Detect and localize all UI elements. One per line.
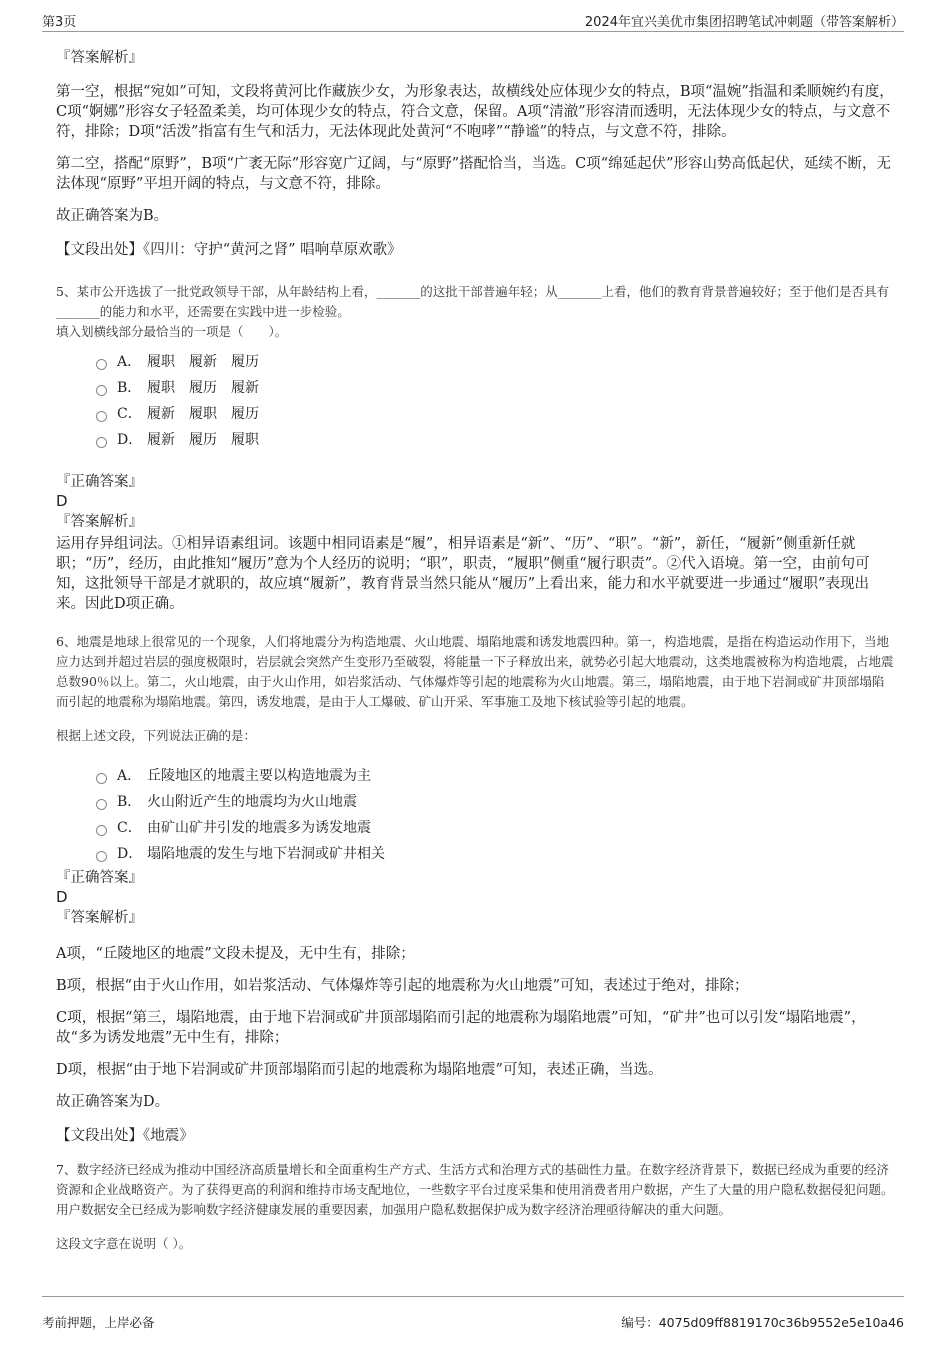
radio-icon[interactable]	[96, 851, 107, 862]
q6-conclusion: 故正确答案为D。	[56, 1094, 170, 1110]
radio-icon[interactable]	[96, 825, 107, 836]
q6-answer: D	[56, 888, 68, 906]
q5-analysis-label: 『答案解析』	[56, 514, 143, 530]
q4-source: 【文段出处】《四川：守护“黄河之肾” 唱响草原欢歌》	[56, 242, 402, 258]
footer-divider	[42, 1296, 904, 1297]
q4-analysis-label: 『答案解析』	[56, 50, 143, 66]
q6-analysis-c: C项，根据“第三，塌陷地震，由于地下岩洞或矿井顶部塌陷而引起的地震称为塌陷地震”可知，“矿井”也可以引发“塌陷地震”，故“多为诱发地震”无中生有，排除；	[56, 1010, 866, 1046]
radio-icon[interactable]	[96, 411, 107, 422]
q6-option-d[interactable]: D． 塌陷地震的发生与地下岩洞或矿井相关	[96, 840, 896, 866]
q5-option-c[interactable]: C． 履新 履职 履历	[96, 400, 896, 426]
q6-source: 【文段出处】《地震》	[56, 1128, 194, 1144]
radio-icon[interactable]	[96, 799, 107, 810]
q5-option-b[interactable]: B． 履职 履历 履新	[96, 374, 896, 400]
q5-answer: D	[56, 492, 68, 510]
q6-analysis-a: A项，“丘陵地区的地震”文段未提及，无中生有，排除；	[56, 946, 415, 962]
q5-analysis: 运用存异组词法。①相异语素组词。该题中相同语素是“履”，相异语素是“新”、“历”、“职”。“新”，新任，“履新”侧重新任就职；“历”，经历，由此推知“履历”意为个人经历的说明；“职”，职责，“履职”侧重“履行职责”。②代入语境。第一空，由前句可知，这批领导干部是才就职的，故应填“履新”，教育背景当然只能从“履历”上看出来，能力和水平就要进一步通过“履职”表现出来。因此D项正确。	[56, 536, 870, 612]
page-number: 第3页	[42, 15, 77, 30]
header-divider	[42, 31, 904, 32]
q6-option-a[interactable]: A． 丘陵地区的地震主要以构造地震为主	[96, 762, 896, 788]
q5-options	[96, 348, 896, 452]
q4-conclusion: 故正确答案为B。	[56, 208, 169, 224]
page-content	[56, 42, 896, 1254]
q5-prompt: 填入划横线部分最恰当的一项是（ ）。	[56, 324, 288, 339]
q6-analysis-b: B项，根据“由于火山作用，如岩浆活动、气体爆炸等引起的地震称为火山地震”可知，表述过于绝对，排除；	[56, 978, 749, 994]
q6-options	[96, 762, 896, 866]
q4-analysis-p2: 第二空，搭配“原野”，B项“广袤无际”形容宽广辽阔，与“原野”搭配恰当，当选。C项“绵延起伏”形容山势高低起伏，延续不断，无法体现“原野”平坦开阔的特点，与文意不符，排除。	[56, 156, 892, 192]
radio-icon[interactable]	[96, 359, 107, 370]
radio-icon[interactable]	[96, 385, 107, 396]
q6-option-b[interactable]: B． 火山附近产生的地震均为火山地震	[96, 788, 896, 814]
q6-answer-label: 『正确答案』	[56, 870, 143, 886]
q6-stem: 6、地震是地球上很常见的一个现象，人们将地震分为构造地震、火山地震、塌陷地震和诱发地震四种。第一，构造地震，是指在构造运动作用下，当地应力达到并超过岩层的强度极限时，岩层就会突然产生变形乃至破裂，将能量一下子释放出来，就势必引起大地震动，这类地震被称为构造地震，占地震总数90％以上。第二，火山地震，由于火山作用，如岩浆活动、气体爆炸等引起的地震称为火山地震。第三，塌陷地震，由于地下岩洞或矿井顶部塌陷而引起的地震称为塌陷地震。第四，诱发地震，是由于人工爆破、矿山开采、军事施工及地下核试验等引起的地震。	[56, 634, 894, 709]
footer-slogan: 考前押题，上岸必备	[42, 1315, 155, 1330]
q5-answer-label: 『正确答案』	[56, 474, 143, 490]
q6-analysis-label: 『答案解析』	[56, 910, 143, 926]
radio-icon[interactable]	[96, 437, 107, 448]
q6-analysis-d: D项，根据“由于地下岩洞或矿井顶部塌陷而引起的地震称为塌陷地震”可知，表述正确，当选。	[56, 1062, 663, 1078]
document-title: 2024年宜兴美优市集团招聘笔试冲刺题（带答案解析）	[584, 15, 904, 30]
footer-code: 编号：4075d09ff8819170c36b9552e5e10a46	[621, 1315, 904, 1330]
q5-stem: 5、某市公开选拔了一批党政领导干部，从年龄结构上看，_______的这批干部普遍年轻；从_______上看，他们的教育背景普遍较好；至于他们是否具有_______的能力和水平，还需要在实践中进一步检验。	[56, 284, 889, 319]
q6-option-c[interactable]: C． 由矿山矿井引发的地震多为诱发地震	[96, 814, 896, 840]
q5-option-a[interactable]: A． 履职 履新 履历	[96, 348, 896, 374]
q4-analysis-p1: 第一空，根据“宛如”可知，文段将黄河比作藏族少女，为形象表达，故横线处应体现少女的特点，B项“温婉”指温和柔顺婉约有度，C项“婀娜”形容女子轻盈柔美，均可体现少女的特点，符合文意，保留。A项“清澈”形容清而透明，无法体现少女的特点，与文意不符，排除；D项“活泼”指富有生气和活力，无法体现此处黄河“不咆哮”“静谧”的特点，与文意不符，排除。	[56, 84, 894, 140]
radio-icon[interactable]	[96, 773, 107, 784]
q7-stem: 7、数字经济已经成为推动中国经济高质量增长和全面重构生产方式、生活方式和治理方式的基础性力量。在数字经济背景下，数据已经成为重要的经济资源和企业战略资产。为了获得更高的利润和维持市场支配地位，一些数字平台过度采集和使用消费者用户数据，产生了大量的用户隐私数据侵犯问题。用户数据安全已经成为影响数字经济健康发展的重要因素，加强用户隐私数据保护成为数字经济治理亟待解决的重大问题。	[56, 1162, 894, 1217]
q6-prompt: 根据上述文段，下列说法正确的是：	[56, 728, 257, 743]
q5-option-d[interactable]: D． 履新 履历 履职	[96, 426, 896, 452]
page-header	[0, 0, 950, 34]
q7-prompt: 这段文字意在说明（ ）。	[56, 1236, 192, 1251]
